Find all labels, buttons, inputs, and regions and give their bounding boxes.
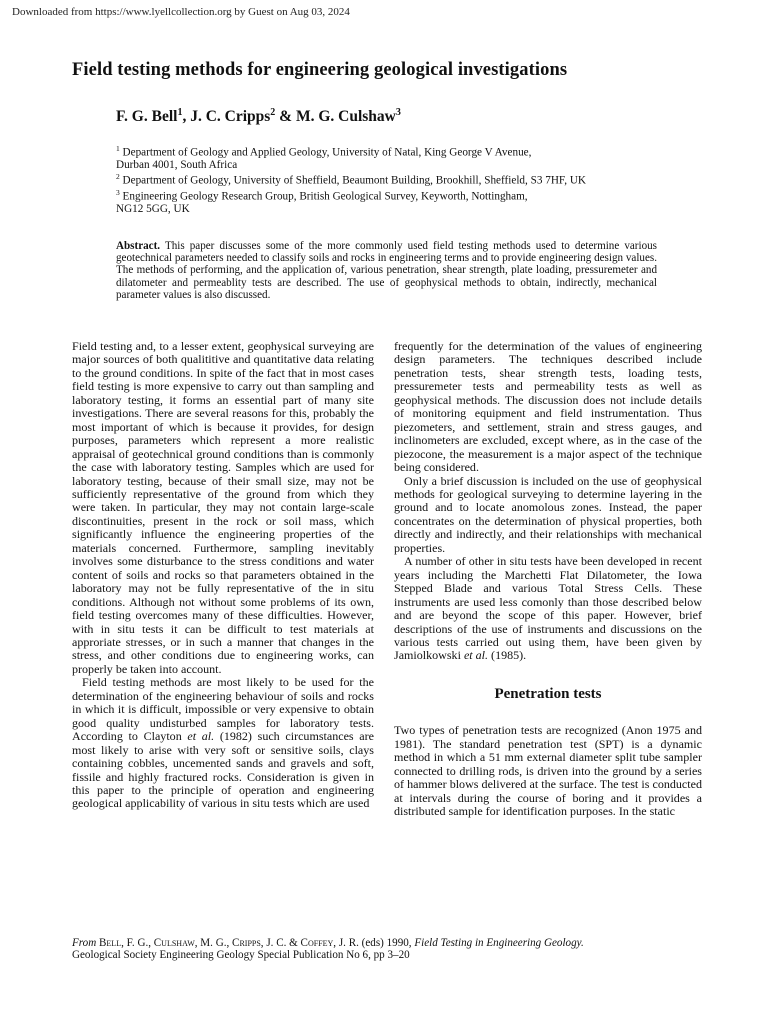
abstract (116, 240, 657, 301)
text-run: (1982) such circumstances are most likely to arise with very soft or sensitive soils, clays containing cobbles, uncemented sands and gravels and soft, fissile and highly fractured rocks. Consideration is given in this paper to the principle of operation and engineering geological applicability of various in situ tests which are used (72, 729, 374, 811)
author-affil-marker: 2 (270, 107, 276, 118)
footer-book-title: Field Testing in Engineering Geology. (414, 937, 584, 949)
author-name: F. G. Bell (116, 108, 178, 126)
paragraph (72, 676, 374, 811)
text-run: (1985). (488, 648, 527, 663)
affil-marker: 2 (116, 172, 120, 182)
text-run: A number of other in situ tests have been developed in recent years including the Marchetti Flat Dilatometer, the Iowa Stepped Blade and various Total Stress Cells. These instruments are used less comonly than those described below and are beyond the scope of this paper. However, brief descriptions of the use of instruments and discussions on the various tests carried out using them, have been given by Jamiolkowski (394, 554, 702, 663)
affil-text: Engineering Geology Research Group, British Geological Survey, Keyworth, Nottingham, (122, 190, 528, 203)
author-name: M. G. Culshaw (295, 108, 396, 126)
left-column (72, 340, 374, 811)
footer-line-1 (72, 937, 584, 949)
text-run: Field testing methods are most likely to be used for the determination of the engineering behaviour of soils and rocks in which it is difficult, impossible or very expensive to obtain good quality undisturbed samples for laboratory tests. According to Clayton (72, 675, 374, 744)
text-run-italic: et al. (463, 648, 489, 663)
affiliations (116, 143, 676, 215)
affiliation (116, 187, 676, 203)
author-affil-marker: 3 (395, 107, 401, 118)
paragraph: frequently for the determination of the values of engineering design parameters. The techniques described include penetration tests, shear strength tests, loading tests, pressuremeter tests and permeability tests as well as geophysical methods. The discussion does not include details of monitoring equipment and field instrumentation. Thus piezometers, and settlement, strain and stress gauges, and inclinometers are excluded, except where, as in the case of the piezocone, the measurement is a major aspect of the technique being considered. (394, 339, 702, 475)
abstract-text: This paper discusses some of the more commonly used field testing methods used to determine various geotechnical parameters needed to classify soils and rocks in engineering terms and to provide engineering design values. The methods of performing, and the application of, various penetration, shear strength, plate loading, pressuremeter and dilatometer and permeablity tests are described. The use of geophysical methods to obtain, indirectly, mechanical parameter values is also discussed. (116, 240, 657, 301)
right-column (394, 340, 702, 819)
affiliation-cont: NG12 5GG, UK (116, 203, 190, 216)
paragraph (394, 555, 702, 663)
footer-from: From (72, 937, 100, 949)
paper-title: Field testing methods for engineering geological investigations (72, 60, 568, 80)
footer-line-2: Geological Society Engineering Geology Special Publication No 6, pp 3–20 (72, 949, 410, 962)
affil-marker: 3 (116, 188, 120, 198)
author-separator: , (182, 108, 191, 126)
affiliation (116, 171, 676, 187)
author-separator: & (275, 108, 296, 126)
author-affil-marker: 1 (177, 107, 183, 118)
paragraph: Field testing and, to a lesser extent, geophysical surveying are major sources of both qualititive and quantitative data relating to the ground conditions. In spite of the fact that in most cases field testing is more expensive to carry out than sampling and laboratory testing, it forms an essential part of many site investigations. There are several reasons for this, probably the most important of which is because it provides, for design purposes, parameters which represent a more realistic appraisal of geotechnical ground conditions than is commonly the case with laboratory testing. Samples which are used for laboratory testing, because of their small size, may not be sufficiently representative of the ground from which they were taken. In particular, they may not contain large-scale discontinuities, present in the rock or soil mass, which significantly influence the engineering properties of the materials concerned. Furthermore, sampling inevitably involves some disturbance to the stress conditions and water content of soils and rocks so that parameters obtained in the laboratory may not be fully representative of the in situ conditions. Although not without some problems of its own, field testing overcomes many of these difficulties. However, with in situ tests it can be difficult to test materials at approriate stresses, or in such a manner that changes in the stress, and other conditions due to engineering works, can properly be taken into account. (72, 339, 374, 676)
paragraph: Only a brief discussion is included on the use of geophysical methods for geological surveying to determine layering in the ground and to locate anomolous zones. Instead, the paper concentrates on the determination of physical properties, both directly and indirectly, and their relationships with mechanical properties. (394, 473, 702, 555)
abstract-label: Abstract. (116, 240, 161, 252)
affil-text: Department of Geology, University of Sheffield, Beaumont Building, Brookhill, Sheffield, S3 7HF, UK (122, 174, 586, 187)
citation-footer (72, 937, 584, 962)
text-run-italic: et al. (187, 729, 215, 744)
author-name: J. C. Cripps (190, 108, 271, 126)
section-heading: Penetration tests (494, 685, 602, 702)
paragraph: Two types of penetration tests are recognized (Anon 1975 and 1981). The standard penetration test (SPT) is a dynamic method in which a 51 mm external diameter split tube sampler connected to drilling rods, is driven into the ground by a series of hammer blows delivered at the surface. The test is conducted at intervals during the course of boring and it provides a distributed sample for identification purposes. In the static (394, 723, 702, 819)
author-list (116, 107, 401, 126)
affil-text: Department of Geology and Applied Geology, University of Natal, King George V Avenue, (122, 146, 532, 159)
affil-marker: 1 (116, 144, 120, 153)
footer-eds: (eds) 1990, (358, 937, 415, 949)
download-note: Downloaded from https://www.lyellcollection.org by Guest on Aug 03, 2024 (12, 6, 350, 18)
affiliation-cont: Durban 4001, South Africa (116, 158, 238, 171)
affiliation (116, 143, 676, 159)
footer-authors: Bell, F. G., Culshaw, M. G., Cripps, J. C. & Coffey, J. R. (99, 937, 359, 949)
